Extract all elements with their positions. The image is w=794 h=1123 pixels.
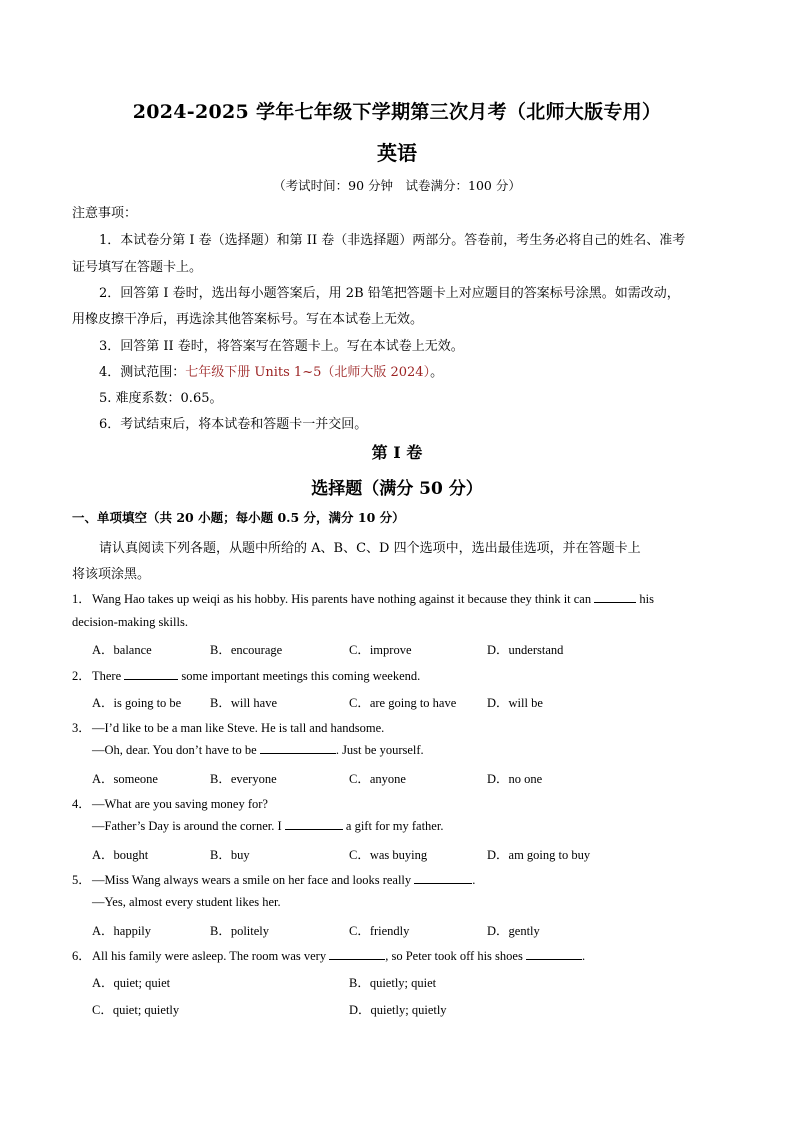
question-3-line-2 bbox=[92, 743, 424, 758]
volume-heading: 第 I 卷 bbox=[371, 443, 423, 462]
question-text: . Just be yourself. bbox=[335, 743, 424, 757]
answer-blank bbox=[594, 592, 636, 603]
option-a[interactable]: A．balance bbox=[92, 643, 152, 657]
note-2-line-2: 用橡皮擦干净后，再选涂其他答案标号。写在本试卷上无效。 bbox=[72, 312, 424, 327]
note-6: 6．考试结束后，将本试卷和答题卡一并交回。 bbox=[99, 417, 368, 432]
option-a[interactable]: A．bought bbox=[92, 848, 149, 862]
option-d[interactable]: D．no one bbox=[487, 772, 543, 786]
note-4-suffix: 。 bbox=[430, 365, 444, 380]
option-c[interactable]: C．are going to have bbox=[349, 696, 457, 710]
note-1-line-2: 证号填写在答题卡上。 bbox=[72, 260, 203, 275]
exam-info: （考试时间：90 分钟 试卷满分：100 分） bbox=[273, 178, 521, 193]
answer-blank bbox=[414, 873, 472, 884]
question-1 bbox=[72, 589, 654, 607]
answer-blank bbox=[124, 669, 178, 680]
question-5 bbox=[72, 870, 475, 888]
answer-blank bbox=[526, 949, 582, 960]
option-a[interactable]: A．someone bbox=[92, 772, 158, 786]
question-text: —Father’s Day is around the corner. I bbox=[92, 819, 285, 833]
note-2-line-1: 2．回答第 I 卷时，选出每小题答案后，用 2B 铅笔把答题卡上对应题目的答案标号涂黑。如需改动， bbox=[99, 286, 680, 301]
note-1-line-1: 1．本试卷分第 I 卷（选择题）和第 II 卷（非选择题）两部分。答卷前，考生务必将自己的姓名、准考 bbox=[99, 233, 686, 248]
option-a[interactable]: A．quiet; quiet bbox=[92, 976, 171, 990]
instruction-line-2: 将该项涂黑。 bbox=[72, 567, 151, 582]
note-4 bbox=[99, 361, 443, 380]
question-text: . bbox=[581, 949, 586, 963]
question-text: —Miss Wang always wears a smile on her face and looks really bbox=[92, 873, 415, 887]
option-b[interactable]: B．everyone bbox=[210, 772, 277, 786]
question-text: —What are you saving money for? bbox=[92, 797, 268, 811]
note-4-prefix: 4．测试范围： bbox=[99, 365, 186, 380]
note-3: 3．回答第 II 卷时，将答案写在答题卡上。写在本试卷上无效。 bbox=[99, 339, 464, 354]
question-text: There bbox=[92, 669, 125, 683]
answer-blank bbox=[260, 743, 336, 754]
note-5: 5. 难度系数：0.65。 bbox=[99, 391, 223, 406]
question-text: , so Peter took off his shoes bbox=[385, 949, 526, 963]
question-text: —I’d like to be a man like Steve. He is tall and handsome. bbox=[92, 721, 385, 735]
option-c[interactable]: C．anyone bbox=[349, 772, 406, 786]
question-text: All his family were asleep. The room was very bbox=[92, 949, 330, 963]
part-heading: 一、单项填空（共 20 小题；每小题 0.5 分，满分 10 分） bbox=[72, 510, 405, 525]
exam-title: 2024-2025 学年七年级下学期第三次月考（北师大版专用） bbox=[132, 101, 662, 123]
question-1-line-2: decision-making skills. bbox=[72, 615, 188, 629]
instruction-line-1: 请认真阅读下列各题，从题中所给的 A、B、C、D 四个选项中，选出最佳选项，并在答题卡上 bbox=[99, 541, 641, 556]
option-b[interactable]: B．will have bbox=[210, 696, 278, 710]
question-text: some important meetings this coming weekend. bbox=[178, 669, 421, 683]
option-c[interactable]: C．was buying bbox=[349, 848, 428, 862]
question-text: . bbox=[472, 873, 476, 887]
question-4-line-2 bbox=[92, 819, 443, 834]
question-text: —Oh, dear. You don’t have to be bbox=[92, 743, 260, 757]
option-c[interactable]: C．friendly bbox=[349, 924, 410, 938]
question-number: 1． bbox=[72, 592, 91, 606]
question-number: 3． bbox=[72, 721, 91, 735]
question-4 bbox=[72, 794, 268, 812]
option-d[interactable]: D．am going to buy bbox=[487, 848, 591, 862]
answer-blank bbox=[329, 949, 385, 960]
question-number: 6． bbox=[72, 949, 91, 963]
note-4-range: 七年级下册 Units 1~5（北师大版 2024） bbox=[185, 365, 431, 380]
subject-title: 英语 bbox=[377, 141, 417, 165]
question-number: 4． bbox=[72, 797, 91, 811]
question-6 bbox=[72, 946, 585, 964]
option-d[interactable]: D．will be bbox=[487, 696, 543, 710]
question-3 bbox=[72, 718, 384, 736]
section-heading: 选择题（满分 50 分） bbox=[311, 479, 483, 499]
question-number: 5． bbox=[72, 873, 91, 887]
question-2 bbox=[72, 666, 420, 684]
option-d[interactable]: D．quietly; quietly bbox=[349, 1003, 447, 1017]
question-text: Wang Hao takes up weiqi as his hobby. His parents have nothing against it because they think it can bbox=[92, 592, 595, 606]
question-number: 2． bbox=[72, 669, 91, 683]
notes-heading: 注意事项： bbox=[72, 206, 138, 221]
option-b[interactable]: B．encourage bbox=[210, 643, 283, 657]
option-a[interactable]: A．happily bbox=[92, 924, 152, 938]
option-b[interactable]: B．politely bbox=[210, 924, 270, 938]
option-c[interactable]: C．quiet; quietly bbox=[92, 1003, 180, 1017]
question-5-line-2: —Yes, almost every student likes her. bbox=[92, 895, 281, 909]
question-text: a gift for my father. bbox=[342, 819, 444, 833]
option-b[interactable]: B．buy bbox=[210, 848, 250, 862]
option-d[interactable]: D．gently bbox=[487, 924, 540, 938]
option-b[interactable]: B．quietly; quiet bbox=[349, 976, 437, 990]
answer-blank bbox=[285, 819, 343, 830]
option-a[interactable]: A．is going to be bbox=[92, 696, 182, 710]
option-d[interactable]: D．understand bbox=[487, 643, 564, 657]
question-text: his bbox=[636, 592, 654, 606]
option-c[interactable]: C．improve bbox=[349, 643, 412, 657]
